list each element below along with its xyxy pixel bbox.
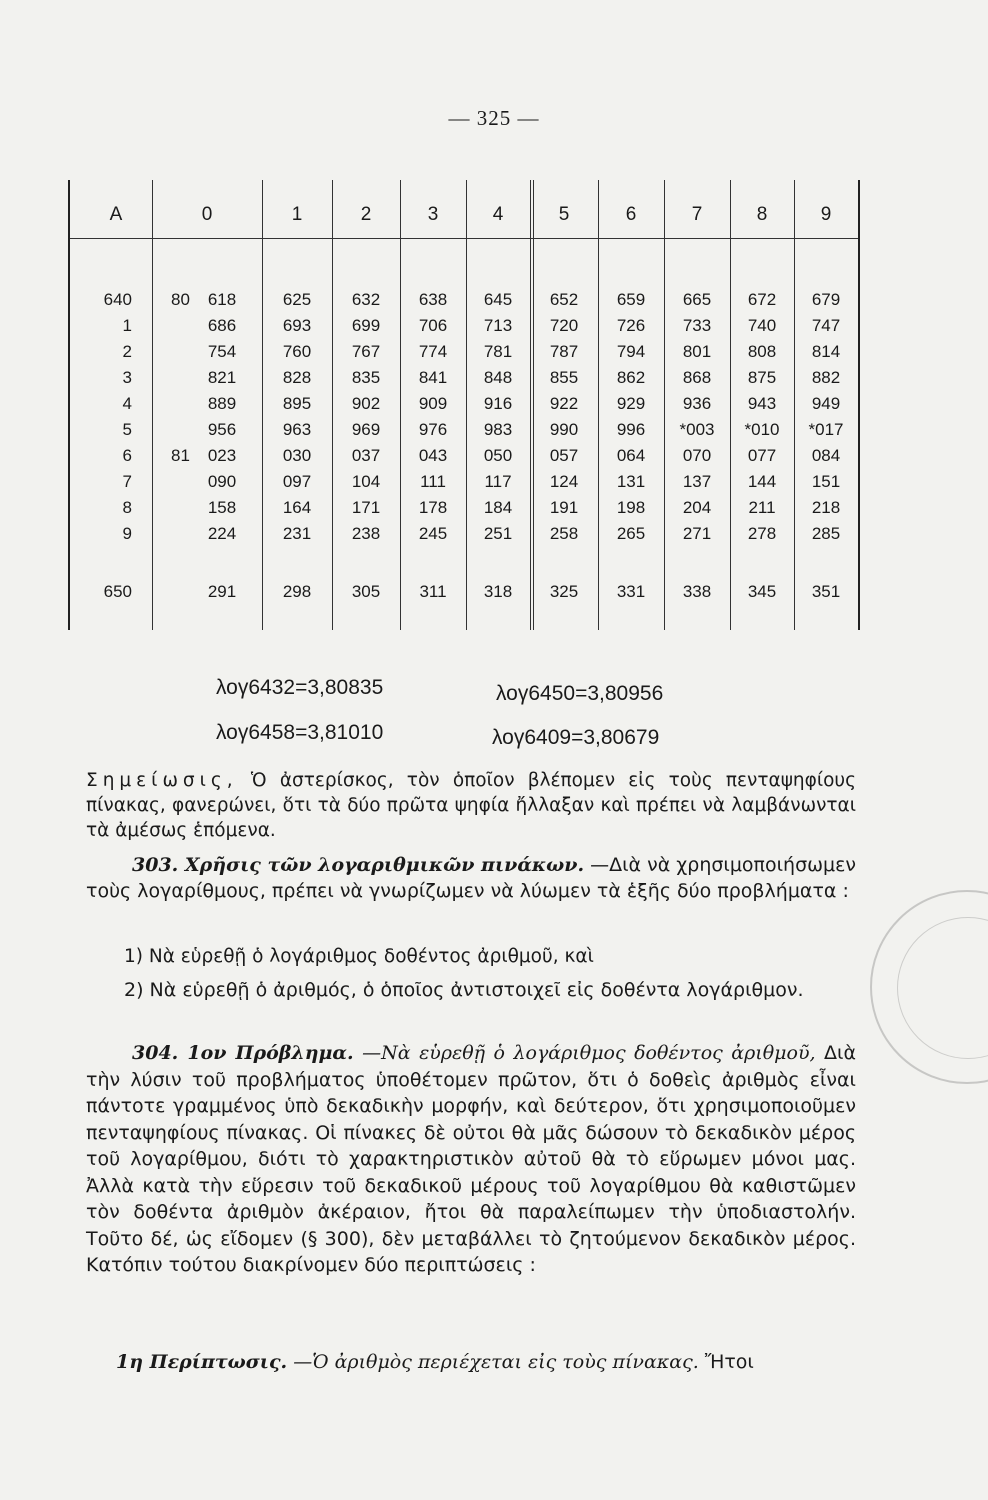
table-cell: 747 (811, 316, 841, 335)
table-cell: 855 (549, 368, 579, 387)
table-cell: 204 (682, 498, 712, 517)
table-row-label: 8 (122, 498, 132, 517)
library-stamp (870, 890, 988, 1084)
table-cell: 285 (811, 524, 841, 543)
table-cell: 808 (747, 342, 777, 361)
table-header-cell: 6 (625, 204, 637, 225)
table-cell: 956 (207, 420, 237, 439)
section-304 (86, 1040, 856, 1279)
table-cell: 151 (811, 472, 841, 491)
table-cell: 713 (483, 316, 513, 335)
table-cell: 936 (682, 394, 712, 413)
table-row (70, 472, 858, 498)
table-cell: 258 (549, 524, 579, 543)
table-cell: 868 (682, 368, 712, 387)
table-cell: 949 (811, 394, 841, 413)
case-1-text: —Ὁ ἀριθμὸς περιέχεται εἰς τοὺς πίνακας. (293, 1351, 699, 1373)
table-row (70, 524, 858, 550)
note-lead: Σημείωσις, (86, 770, 238, 791)
formula-log6458: λογ6458=3,81010 (216, 721, 384, 744)
table-cell: 841 (418, 368, 448, 387)
table-cell: 245 (418, 524, 448, 543)
table-cell: 191 (549, 498, 579, 517)
table-cell: 983 (483, 420, 513, 439)
formula-log6432: λογ6432=3,80835 (216, 676, 384, 699)
table-cell: 023 (207, 446, 237, 465)
logarithm-table (68, 180, 860, 630)
table-cell: 929 (616, 394, 646, 413)
table-cell: 672 (747, 290, 777, 309)
table-cell: 652 (549, 290, 579, 309)
table-cell: 693 (282, 316, 312, 335)
case-1 (86, 1350, 856, 1375)
table-cell: 224 (207, 524, 237, 543)
table-cell: 990 (549, 420, 579, 439)
table-row (70, 582, 858, 608)
table-cell: 781 (483, 342, 513, 361)
table-cell: 084 (811, 446, 841, 465)
table-cell: 124 (549, 472, 579, 491)
table-row-label: 6 (122, 446, 132, 465)
table-cell: 659 (616, 290, 646, 309)
table-cell: 251 (483, 524, 513, 543)
table-row (70, 316, 858, 342)
table-cell: *003 (679, 420, 715, 439)
formula-log6409: λογ6409=3,80679 (492, 726, 660, 749)
table-cell: 814 (811, 342, 841, 361)
table-cell: 835 (351, 368, 381, 387)
table-row-label: 640 (103, 290, 132, 309)
library-stamp-ring (897, 917, 988, 1059)
table-cell: 278 (747, 524, 777, 543)
table-cell: 922 (549, 394, 579, 413)
table-row (70, 342, 858, 368)
table-cell: *017 (808, 420, 844, 439)
table-cell: 638 (418, 290, 448, 309)
table-cell: 291 (207, 582, 237, 601)
table-cell: *010 (744, 420, 780, 439)
table-cell: 969 (351, 420, 381, 439)
table-cell: 801 (682, 342, 712, 361)
table-row-label: 3 (122, 368, 132, 387)
section-303 (86, 852, 856, 904)
table-row (70, 290, 858, 316)
table-cell: 828 (282, 368, 312, 387)
case-1-heading: 1η Περίπτωσις. (116, 1351, 288, 1373)
table-cell: 070 (682, 446, 712, 465)
table-cell: 774 (418, 342, 448, 361)
table-cell: 325 (549, 582, 579, 601)
table-row-label: 2 (122, 342, 132, 361)
table-cell: 037 (351, 446, 381, 465)
table-cell: 794 (616, 342, 646, 361)
table-cell: 050 (483, 446, 513, 465)
table-header-cell: 1 (291, 204, 303, 225)
problem-2-text: 2) Νὰ εὑρεθῇ ὁ ἀριθμός, ὁ ὁποῖος ἀντιστοιχεῖ εἰς δοθέντα λογάριθμον. (124, 979, 804, 1001)
table-cell: 043 (418, 446, 448, 465)
table-cell: 198 (616, 498, 646, 517)
table-mantissa-prefix: 81 (171, 446, 190, 465)
problem-1: 1) Νὰ εὑρεθῇ ὁ λογάριθμος δοθέντος ἀριθμοῦ, καὶ (124, 946, 594, 967)
table-header-cell: 0 (201, 204, 213, 225)
table-header-cell: 8 (756, 204, 768, 225)
table-cell: 902 (351, 394, 381, 413)
table-row (70, 394, 858, 420)
formula-log6450: λογ6450=3,80956 (496, 682, 664, 705)
table-cell: 077 (747, 446, 777, 465)
note-paragraph (86, 768, 856, 843)
table-cell: 238 (351, 524, 381, 543)
table-header-cell: 4 (492, 204, 504, 225)
table-cell: 645 (483, 290, 513, 309)
table-cell: 318 (483, 582, 513, 601)
table-cell: 305 (351, 582, 381, 601)
table-cell: 625 (282, 290, 312, 309)
table-cell: 909 (418, 394, 448, 413)
table-row-label: 9 (122, 524, 132, 543)
table-row-label: 7 (122, 472, 132, 491)
table-row (70, 498, 858, 524)
table-cell: 686 (207, 316, 237, 335)
note-text: Ὁ ἀστερίσκος, τὸν ὁποῖον βλέπομεν εἰς τοὺς πενταψηφίους πίνακας, φανερώνει, ὅτι τὰ δύο πρῶτα ψηφία ἤλλαξαν καὶ πρέπει νὰ λαμβάνωνται τὰ ἀμέσως ἑπόμενα. (86, 770, 856, 841)
table-row-label: 5 (122, 420, 132, 439)
table-cell: 117 (484, 472, 512, 491)
table-cell: 754 (207, 342, 237, 361)
table-cell: 916 (483, 394, 513, 413)
table-cell: 862 (616, 368, 646, 387)
table-cell: 618 (207, 290, 237, 309)
table-cell: 311 (419, 582, 447, 601)
table-cell: 699 (351, 316, 381, 335)
table-cell: 064 (616, 446, 646, 465)
table-cell: 720 (549, 316, 579, 335)
table-cell: 943 (747, 394, 777, 413)
table-header-cell: 3 (427, 204, 439, 225)
table-cell: 848 (483, 368, 513, 387)
table-header-cell: 9 (820, 204, 832, 225)
table-cell: 895 (282, 394, 312, 413)
section-304-subheading: —Νὰ εὑρεθῇ ὁ λογάριθμος δοθέντος ἀριθμοῦ, (362, 1042, 816, 1064)
table-cell: 632 (351, 290, 381, 309)
table-row (70, 420, 858, 446)
table-cell: 211 (748, 498, 776, 517)
table-cell: 137 (682, 472, 712, 491)
table-cell: 821 (207, 368, 237, 387)
table-cell: 351 (811, 582, 841, 601)
table-cell: 030 (282, 446, 312, 465)
table-cell: 298 (282, 582, 312, 601)
table-cell: 787 (549, 342, 579, 361)
table-cell: 740 (747, 316, 777, 335)
table-cell: 171 (351, 498, 381, 517)
table-cell: 271 (682, 524, 712, 543)
table-cell: 158 (207, 498, 237, 517)
table-cell: 976 (418, 420, 448, 439)
table-cell: 345 (747, 582, 777, 601)
table-cell: 184 (483, 498, 513, 517)
table-cell: 218 (811, 498, 841, 517)
table-cell: 706 (418, 316, 448, 335)
table-header-cell: A (109, 204, 123, 225)
table-cell: 331 (616, 582, 646, 601)
section-303-heading: 303. Χρῆσις τῶν λογαριθμικῶν πινάκων. (132, 854, 585, 876)
table-cell: 767 (351, 342, 381, 361)
table-cell: 996 (616, 420, 646, 439)
section-303-text: —Διὰ νὰ χρησιμοποιήσωμεν τοὺς λογαρίθμους, πρέπει νὰ γνωρίζωμεν νὰ λύωμεν τὰ ἑξῆς δύο προβλήματα : (86, 854, 857, 902)
table-cell: 131 (616, 472, 646, 491)
table-header-row (70, 198, 858, 239)
table-cell: 104 (351, 472, 381, 491)
table-cell: 889 (207, 394, 237, 413)
table-cell: 726 (616, 316, 646, 335)
page-number: — 325 — (448, 106, 540, 130)
table-header-cell: 2 (360, 204, 372, 225)
table-cell: 097 (282, 472, 312, 491)
table-cell: 090 (207, 472, 237, 491)
table-mantissa-prefix: 80 (171, 290, 190, 309)
table-cell: 111 (420, 472, 446, 491)
table-cell: 875 (747, 368, 777, 387)
table-row-label: 1 (122, 316, 132, 335)
table-cell: 265 (616, 524, 646, 543)
table-cell: 144 (747, 472, 777, 491)
table-cell: 057 (549, 446, 579, 465)
case-1-tail: Ἤτοι (704, 1351, 754, 1373)
table-cell: 231 (282, 524, 312, 543)
table-header-cell: 5 (558, 204, 570, 225)
table-row (70, 446, 858, 472)
table-cell: 760 (282, 342, 312, 361)
table-cell: 733 (682, 316, 712, 335)
table-row-label: 650 (103, 582, 132, 601)
table-row-label: 4 (122, 394, 132, 413)
section-304-heading: 304. 1ον Πρόβλημα. (132, 1042, 354, 1064)
table-cell: 679 (811, 290, 841, 309)
section-304-text: Διὰ τὴν λύσιν τοῦ προβλήματος ὑποθέτομεν πρῶτον, ὅτι ὁ δοθεὶς ἀριθμὸς εἶναι πάντοτε γραμμένος ὑπὸ δεκαδικὴν μορφήν, καὶ δεύτερον, ὅτι χρησιμοποιοῦμεν πενταψηφίους πίνακας. Οἱ πίνακες δὲ οὐτοι θὰ μᾶς δώσουν τὸ δεκαδικὸν μέρος τοῦ λογαρίθμου, διότι τὸ χαρακτηριστικὸν αὐτοῦ θὰ τὸ εὕρωμεν μόνοι μας. Ἀλλὰ κατὰ τὴν εὕρεσιν τοῦ δεκαδικοῦ μέρους τοῦ λογαρίθμου θὰ καθιστῶμεν τὸν δοθέντα ἀριθμὸν ἀκέραιον, ἤτοι θὰ παραλείπωμεν τὴν ὑποδιαστολήν. Τοῦτο δέ, ὡς εἴδομεν (§ 300), δὲν μεταβάλλει τὸ ζητούμενον δεκαδικὸν μέρος. Κατόπιν τούτου διακρίνομεν δύο περιπτώσεις : (86, 1042, 856, 1276)
table-row (70, 368, 858, 394)
problem-2 (86, 978, 856, 1003)
table-cell: 882 (811, 368, 841, 387)
table-cell: 665 (682, 290, 712, 309)
table-cell: 164 (282, 498, 312, 517)
table-cell: 338 (682, 582, 712, 601)
table-header-cell: 7 (691, 204, 703, 225)
table-cell: 178 (418, 498, 448, 517)
table-cell: 963 (282, 420, 312, 439)
